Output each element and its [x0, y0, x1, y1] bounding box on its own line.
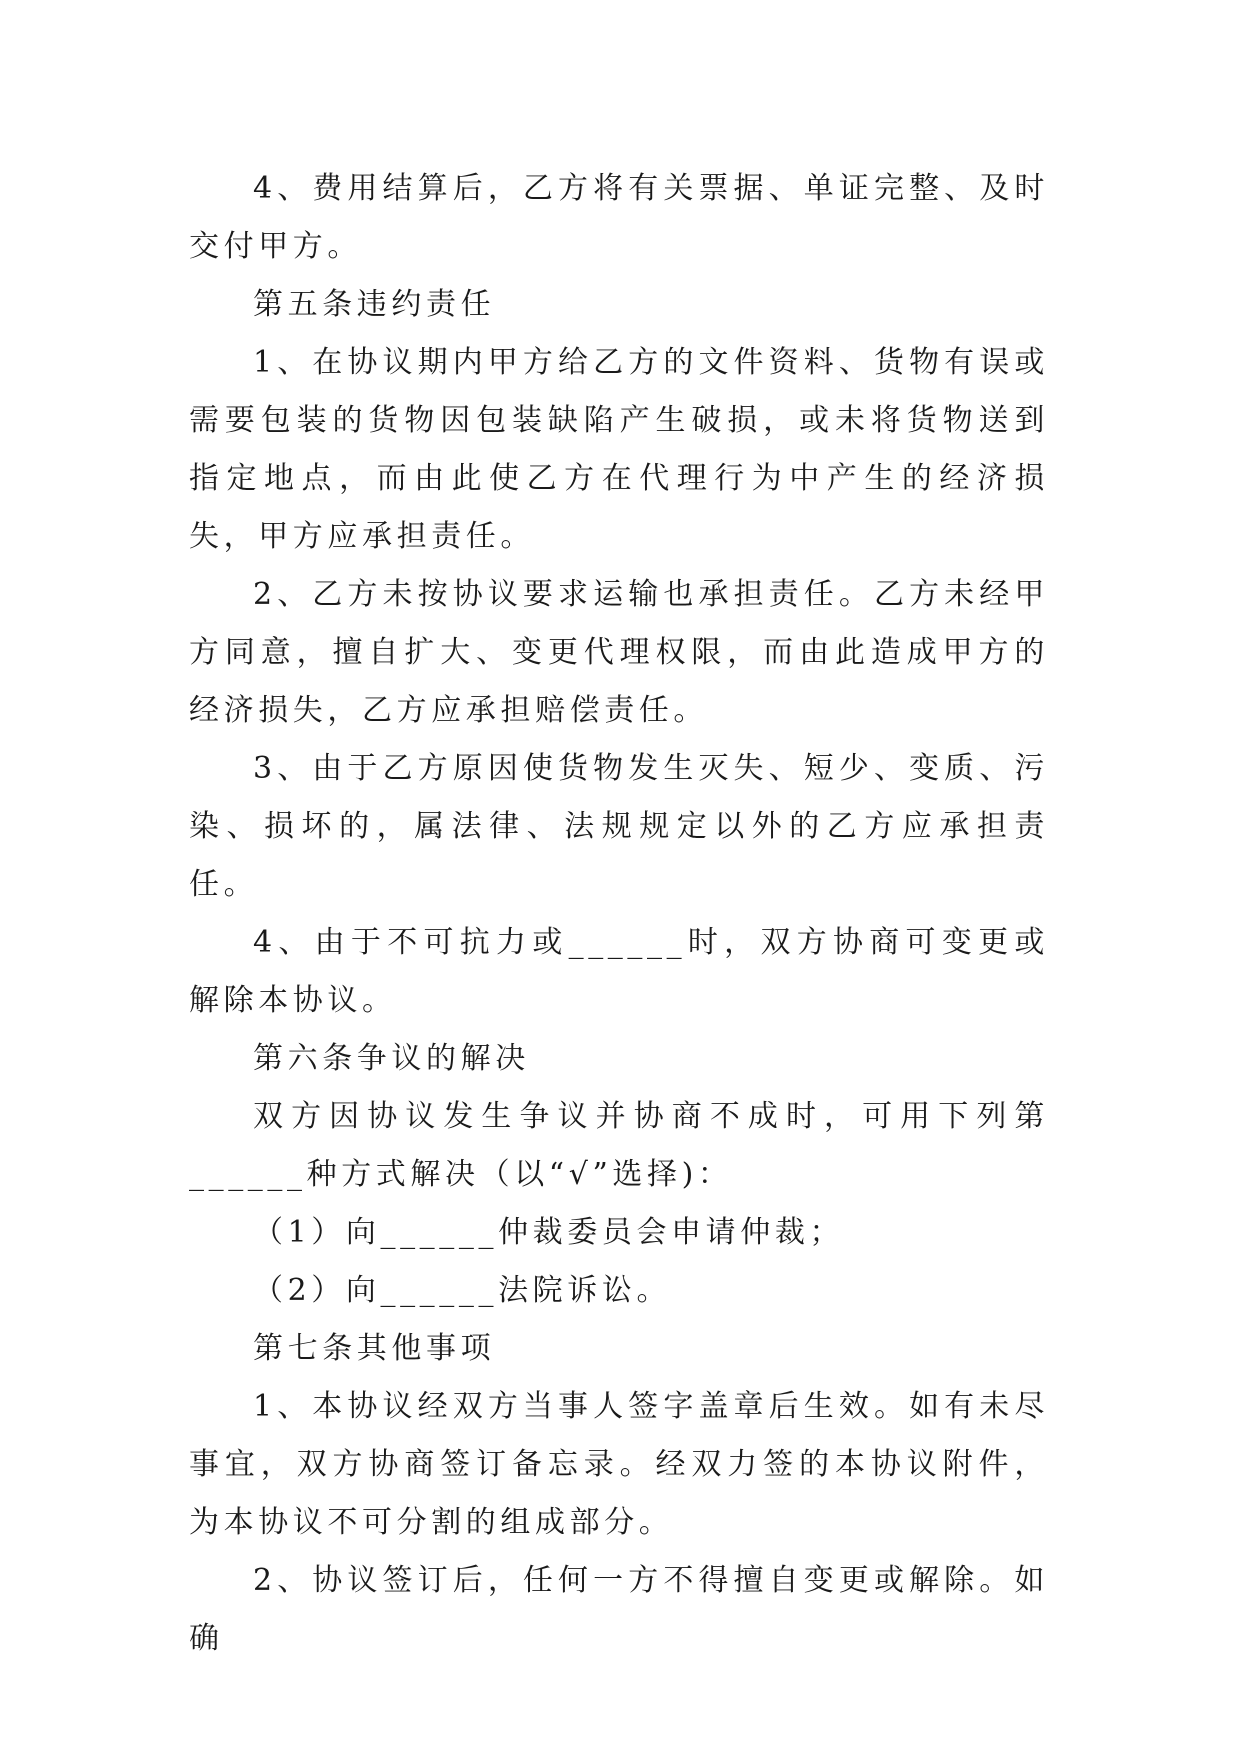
paragraph-liability-4: 4、由于不可抗力或______时，双方协商可变更或解除本协议。: [189, 925, 1049, 1018]
heading-article-6-disputes: 第六条争议的解决: [253, 1041, 530, 1076]
paragraph-liability-1: 1、在协议期内甲方给乙方的文件资料、货物有误或需要包装的货物因包装缺陷产生破损，或未将货物送到指定地点，而由此使乙方在代理行为中产生的经济损失，甲方应承担责任。: [189, 345, 1049, 554]
paragraph-liability-2: 2、乙方未按协议要求运输也承担责任。乙方未经甲方同意，擅自扩大、变更代理权限，而由此造成甲方的经济损失，乙方应承担赔偿责任。: [189, 577, 1049, 728]
paragraph-other-1: 1、本协议经双方当事人签字盖章后生效。如有未尽事宜，双方协商签订备忘录。经双力签的本协议附件，为本协议不可分割的组成部分。: [189, 1389, 1049, 1540]
heading-article-7-other: 第七条其他事项: [253, 1331, 496, 1366]
heading-article-5-liability: 第五条违约责任: [253, 287, 496, 322]
document-body: [189, 160, 1049, 1668]
paragraph-dispute-option-1: （1）向______仲裁委员会申请仲裁；: [253, 1215, 845, 1250]
paragraph-other-2: 2、协议签订后，任何一方不得擅自变更或解除。如确: [189, 1563, 1049, 1656]
paragraph-fee-settlement: 4、费用结算后，乙方将有关票据、单证完整、及时交付甲方。: [189, 171, 1049, 264]
paragraph-dispute-intro: 双方因协议发生争议并协商不成时，可用下列第______种方式解决（以“√”选择)：: [189, 1099, 1049, 1192]
paragraph-dispute-option-2: （2）向______法院诉讼。: [253, 1273, 672, 1308]
paragraph-liability-3: 3、由于乙方原因使货物发生灭失、短少、变质、污染、损坏的，属法律、法规规定以外的乙方应承担责任。: [189, 751, 1049, 902]
